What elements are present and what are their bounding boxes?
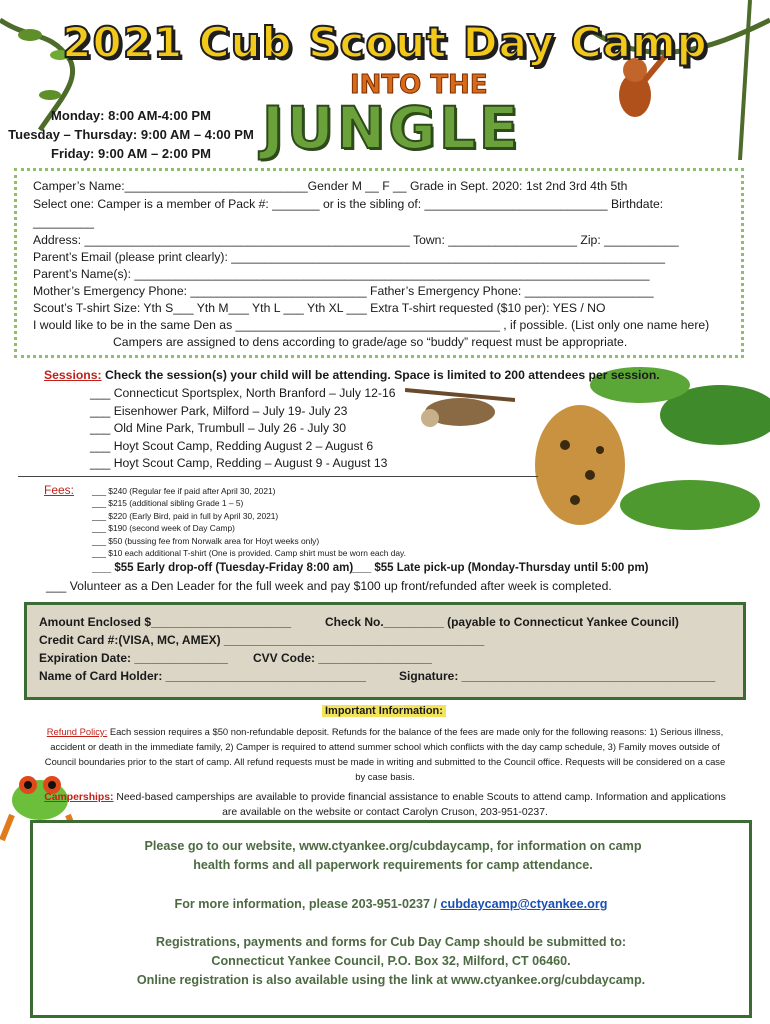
session-option[interactable]: ___ Connecticut Sportsplex, North Branford – July 12-16 — [90, 386, 396, 400]
camper-info-form — [14, 168, 744, 358]
cvv-field[interactable]: CVV Code: _________________ — [253, 651, 432, 665]
den-request-line[interactable]: I would like to be in the same Den as _______________________________________ , if possible. (List only one name here) — [33, 318, 710, 332]
emergency-phone-line[interactable]: Mother’s Emergency Phone: __________________________ Father’s Emergency Phone: ___________________ — [33, 284, 654, 298]
schedule-tue-thu: Tuesday – Thursday: 9:00 AM – 4:00 PM — [8, 127, 254, 142]
birthdate-line[interactable]: _________ — [33, 215, 95, 229]
sessions-intro: Check the session(s) your child will be attending. Space is limited to 200 attendees per session. — [104, 368, 660, 382]
schedule-monday: Monday: 8:00 AM-4:00 PM — [51, 108, 211, 123]
camper-name-line[interactable]: Camper’s Name:___________________________Gender M __ F __ Grade in Sept. 2020: 1st 2nd 3rd 4th 5th — [33, 179, 628, 193]
more-info-line — [33, 895, 749, 914]
important-info-title: Important Information: — [322, 705, 446, 717]
contact-info-box — [30, 820, 752, 1018]
expiration-date-field[interactable]: Expiration Date: ______________ — [39, 651, 228, 665]
camp-schedule — [0, 106, 262, 163]
email-link[interactable]: cubdaycamp@ctyankee.org — [440, 897, 608, 911]
page-title: 2021 Cub Scout Day Camp — [62, 18, 708, 67]
divider — [18, 476, 538, 477]
schedule-friday: Friday: 9:00 AM – 2:00 PM — [51, 146, 211, 161]
online-registration-line: Online registration is also available using the link at www.ctyankee.org/cubdaycamp. — [136, 973, 646, 987]
credit-card-field[interactable]: Credit Card #:(VISA, MC, AMEX) _______________________________________ — [39, 633, 485, 647]
jaguar-and-leaves-illustration — [520, 355, 770, 575]
fee-option[interactable]: ___ $215 (additional sibling Grade 1 – 5) — [92, 498, 244, 508]
sloth-illustration — [405, 380, 515, 440]
tshirt-size-line[interactable]: Scout’s T-shirt Size: Yth S___ Yth M___ Yth L ___ Yth XL ___ Extra T-shirt requested ($10 per): YES / NO — [33, 301, 606, 315]
sessions-label: Sessions: — [44, 368, 102, 382]
signature-field[interactable]: Signature: ______________________________________ — [399, 669, 716, 683]
parent-email-line[interactable]: Parent’s Email (please print clearly): ________________________________________________________________ — [33, 250, 666, 264]
card-holder-field[interactable]: Name of Card Holder: ______________________________ — [39, 669, 366, 683]
fee-option[interactable]: ___ $10 each additional T-shirt (One is provided. Camp shirt must be worn each day. — [92, 548, 406, 558]
into-the-text: INTO THE — [350, 70, 488, 100]
website-info-text: Please go to our website, www.ctyankee.org/cubdaycamp, for information on camp health forms and all paperwork requirements for camp attendance. — [144, 839, 642, 872]
refund-policy-paragraph — [40, 724, 730, 784]
fee-option[interactable]: ___ $190 (second week of Day Camp) — [92, 523, 235, 533]
session-option[interactable]: ___ Old Mine Park, Trumbull – July 26 - July 30 — [90, 421, 347, 435]
pack-sibling-line[interactable]: Select one: Camper is a member of Pack #: _______ or is the sibling of: ___________________________ Birthdate: — [33, 197, 664, 211]
fees-label: Fees: — [44, 483, 75, 497]
refund-policy-text: Each session requires a $50 non-refundable deposit. Refunds for the balance of the fees are made only for the following reasons: 1) Serious illness, accident or death in the immediate family, 2) Camper is required to attend summer school which conflicts with the day camp schedule, 3) Family moves outside of Council boundaries prior to the start of camp. All refund requests must be made in writing and submitted to the Council office. Requests will be considered on a case by case basis. — [44, 726, 726, 782]
late-pickup-option[interactable]: ___ $55 Late pick-up (Monday-Thursday until 5:00 pm) — [352, 562, 649, 574]
session-option[interactable]: ___ Hoyt Scout Camp, Redding – August 9 - August 13 — [90, 456, 388, 470]
camperships-paragraph — [40, 790, 730, 820]
submission-line-1: Registrations, payments and forms for Cub Day Camp should be submitted to: — [155, 935, 627, 949]
more-info-text: For more information, please 203-951-0237 / — [174, 897, 441, 911]
submission-line-2: Connecticut Yankee Council, P.O. Box 32, Milford, CT 06460. — [211, 954, 571, 968]
session-option[interactable]: ___ Hoyt Scout Camp, Redding August 2 – August 6 — [90, 439, 374, 453]
parent-names-line[interactable]: Parent’s Name(s): ____________________________________________________________________________ — [33, 267, 650, 281]
early-dropoff-option[interactable]: ___ $55 Early drop-off (Tuesday-Friday 8:00 am) — [92, 562, 354, 574]
camperships-text: Need-based camperships are available to provide financial assistance to enable Scouts to attend camp. Information and applications are available on the website or contact Carolyn Cruson, 203-951-0237. — [113, 792, 726, 818]
refund-policy-label: Refund Policy: — [46, 726, 108, 737]
fee-option[interactable]: ___ $50 (bussing fee from Norwalk area for Hoyt weeks only) — [92, 536, 320, 546]
volunteer-option[interactable]: ___ Volunteer as a Den Leader for the full week and pay $100 up front/refunded after week is completed. — [46, 579, 612, 593]
fee-option[interactable]: ___ $240 (Regular fee if paid after April 30, 2021) — [92, 486, 276, 496]
payment-box — [24, 602, 746, 700]
sessions-heading — [44, 368, 660, 382]
address-line[interactable]: Address: ________________________________________________ Town: ___________________ Zip: ___________ — [33, 233, 679, 247]
camperships-label: Camperships: — [44, 792, 114, 803]
den-assignment-note: Campers are assigned to dens according to grade/age so “buddy” request must be appropriate. — [113, 335, 628, 349]
session-option[interactable]: ___ Eisenhower Park, Milford – July 19- July 23 — [90, 404, 348, 418]
check-number-field[interactable]: Check No._________ (payable to Connecticut Yankee Council) — [325, 615, 679, 629]
amount-enclosed-field[interactable]: Amount Enclosed $_____________________ — [39, 615, 292, 629]
fee-option[interactable]: ___ $220 (Early Bird, paid in full by April 30, 2021) — [92, 511, 279, 521]
jungle-text: JUNGLE — [262, 94, 522, 162]
